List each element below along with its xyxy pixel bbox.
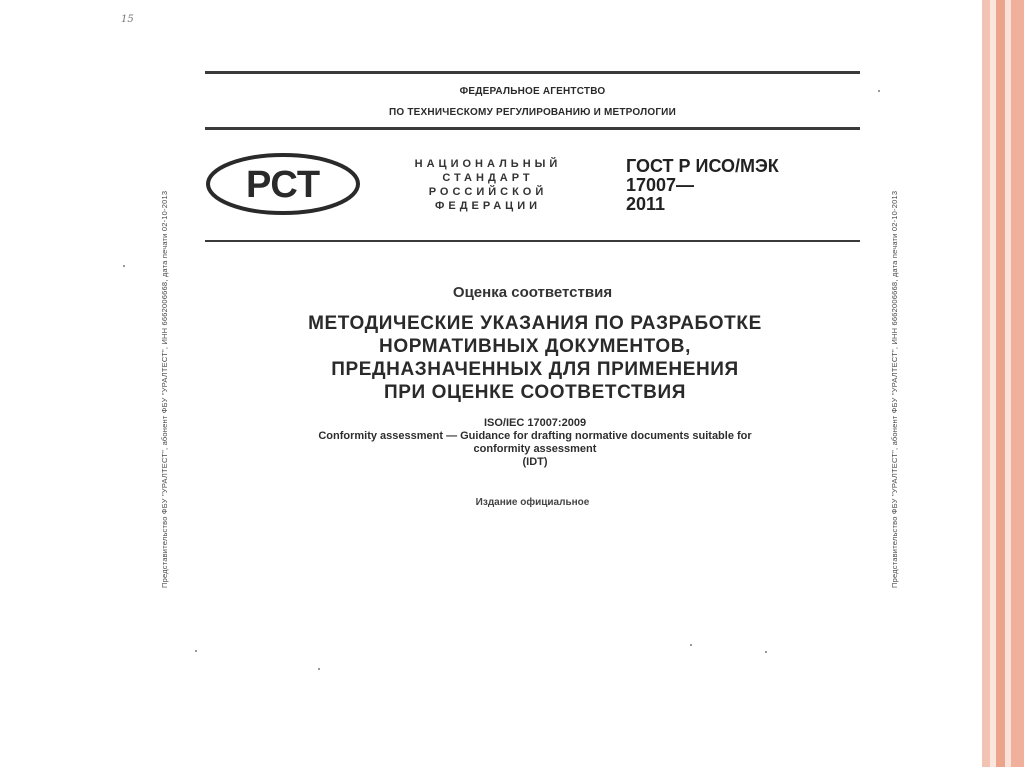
document-subject: Оценка соответствия (452, 284, 613, 301)
scan-speck (765, 651, 767, 653)
national-standard-label (378, 157, 598, 213)
section-rule (205, 240, 860, 242)
title-line: НОРМАТИВНЫХ ДОКУМЕНТОВ, (379, 336, 691, 357)
decorative-stripe (1011, 0, 1024, 767)
scanned-document (88, 8, 938, 606)
gost-designation (626, 157, 866, 214)
national-standard-line: СТАНДАРТ (442, 172, 534, 184)
document-title (190, 312, 880, 404)
top-rule (205, 71, 860, 74)
iso-idt: (IDT) (522, 456, 548, 468)
agency-line-2: ПО ТЕХНИЧЕСКОМУ РЕГУЛИРОВАНИЮ И МЕТРОЛОГИИ (389, 107, 676, 118)
agency-line-1: ФЕДЕРАЛЬНОЕ АГЕНТСТВО (459, 86, 606, 97)
scan-speck (123, 265, 125, 267)
side-stamp-right: Представительство ФБУ "УРАЛТЕСТ", абонент ФБУ "УРАЛТЕСТ", ИНН 6662006668, дата печати 02-10-2013 (890, 190, 899, 588)
iso-code: ISO/IEC 17007:2009 (483, 417, 587, 429)
scan-speck (878, 90, 880, 92)
scan-speck (318, 668, 320, 670)
national-standard-line: ФЕДЕРАЦИИ (434, 200, 542, 212)
gost-line: 2011 (626, 194, 666, 214)
logo-text: РСТ (245, 164, 321, 206)
edition-note: Издание официальное (475, 497, 590, 508)
decorative-stripe (996, 0, 1005, 767)
iso-title-line: conformity assessment (473, 443, 597, 455)
rst-logo-icon (205, 152, 361, 216)
header-rule (205, 127, 860, 130)
handwritten-mark: 15 (121, 14, 134, 25)
national-standard-line: НАЦИОНАЛЬНЫЙ (414, 158, 562, 170)
iso-reference (195, 417, 875, 469)
scan-speck (195, 650, 197, 652)
gost-line: 17007— (626, 175, 695, 195)
title-line: ПРЕДНАЗНАЧЕННЫХ ДЛЯ ПРИМЕНЕНИЯ (331, 359, 739, 380)
title-line: МЕТОДИЧЕСКИЕ УКАЗАНИЯ ПО РАЗРАБОТКЕ (308, 313, 762, 334)
gost-line: ГОСТ Р ИСО/МЭК (626, 156, 779, 176)
iso-title-line: Conformity assessment — Guidance for drafting normative documents suitable for (318, 430, 752, 442)
decorative-stripe (982, 0, 990, 767)
scan-speck (690, 644, 692, 646)
side-stamp-left: Представительство ФБУ "УРАЛТЕСТ", абонент ФБУ "УРАЛТЕСТ", ИНН 6662006668, дата печати 02-10-2013 (160, 190, 169, 588)
title-line: ПРИ ОЦЕНКЕ СООТВЕТСТВИЯ (384, 382, 686, 403)
national-standard-line: РОССИЙСКОЙ (428, 186, 548, 198)
